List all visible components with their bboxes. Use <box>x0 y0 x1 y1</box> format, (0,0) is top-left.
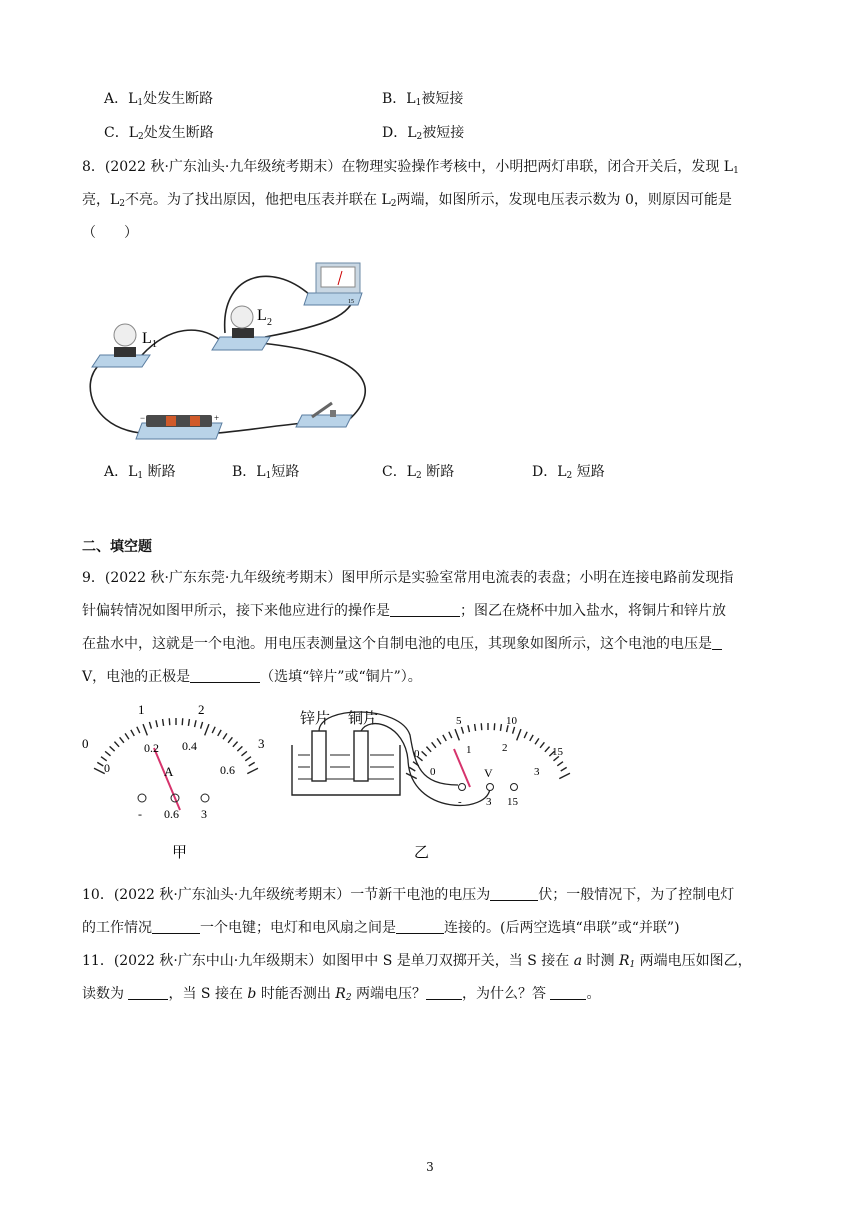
dial-tick <box>188 719 189 726</box>
q11-line-2: 读数为 ，当 S 接在 b 时能否测出 $R_2$ 两端电压？ ，为什么？答 。 <box>82 986 601 1003</box>
dial-tick <box>557 762 563 766</box>
battery <box>136 413 222 439</box>
dial-tick <box>218 730 221 736</box>
cell-voltmeter-figure <box>290 705 590 865</box>
q7-option-a: A．$L_1$处发生断路 <box>104 91 214 108</box>
label-l2-sub: 2 <box>267 317 272 328</box>
dial-tick <box>449 732 452 738</box>
q11-blank-3[interactable] <box>550 985 586 1000</box>
q7-option-c: C．$L_2$处发生断路 <box>104 125 214 142</box>
dial-tick <box>559 773 570 778</box>
dial-tick <box>455 729 459 740</box>
caption-jia: 甲 <box>172 845 188 860</box>
dial-tick <box>437 738 441 744</box>
dial-tick <box>110 746 115 751</box>
dial-tick <box>468 725 470 732</box>
ammeter-needle <box>154 748 180 810</box>
q11-line-1: 11．(2022 秋·广东中山·九年级期末）如图甲中 S 是单刀双掷开关，当 S 接在 a 时测 $R_1$ 两端电压如图乙， <box>82 953 752 970</box>
dial-tick <box>494 723 495 730</box>
svg-text:15: 15 <box>348 299 354 305</box>
q8-line-3: （ ） <box>82 225 138 241</box>
dial-tick <box>249 762 255 766</box>
voltmeter-terminal-neg: - <box>458 796 462 808</box>
q9-blank-3[interactable] <box>190 668 260 683</box>
dial-tick <box>432 742 436 748</box>
dial-tick <box>149 722 151 729</box>
q10-blank-1[interactable] <box>490 886 538 901</box>
q8-line-1: 8．(2022 秋·广东汕头·九年级统考期末）在物理实验操作考核中，小明把两灯串联，闭合开关后，发现 $L_1$ <box>82 159 739 176</box>
dial-tick <box>241 751 246 755</box>
q9-line-3: 在盐水中，这就是一个电池。用电压表测量这个自制电池的电压，其现象如图所示，这个电池的电压是 <box>82 634 722 654</box>
q9-line-4: V，电池的正极是 （选填“锌片”或“铜片”）。 <box>82 669 422 685</box>
ammeter-bottom-2: 0.4 <box>182 739 197 753</box>
section-heading: 二、填空题 <box>82 539 152 555</box>
dial-tick <box>422 751 427 756</box>
label-l1-sub: 1 <box>152 339 157 350</box>
dial-tick <box>131 730 134 736</box>
q8-option-a: A．$L_1$ 断路 <box>104 464 176 481</box>
dial-tick <box>500 724 501 731</box>
voltmeter-top-0: 0 <box>414 748 420 760</box>
q11-blank-2[interactable] <box>426 985 462 1000</box>
voltmeter-top-2: 10 <box>506 715 517 727</box>
dial-tick <box>535 738 539 744</box>
q10-line-2: 的工作情况 一个电键；电灯和电风扇之间是 连接的。(后两空选填“串联”或“并联”) <box>82 920 680 936</box>
q8-option-b: B．$L_1$短路 <box>232 464 300 481</box>
q9-blank-2[interactable] <box>712 635 722 650</box>
copper-plate <box>354 731 368 781</box>
ammeter-top-0: 0 <box>82 736 89 751</box>
q7-option-d: D．$L_2$被短接 <box>382 125 465 142</box>
page-number: 3 <box>426 1160 434 1174</box>
beaker <box>292 745 400 795</box>
q10-line-1: 10．(2022 秋·广东汕头·九年级统考期末）一节新干电池的电压为 伏；一般情况下，为了控制电灯 <box>82 887 735 903</box>
dial-tick <box>237 746 242 751</box>
dial-tick <box>247 768 258 773</box>
dial-tick <box>540 742 544 748</box>
ammeter-bottom-1: 0.2 <box>144 741 159 755</box>
q10-blank-2[interactable] <box>152 919 200 934</box>
ammeter-dial-figure <box>80 700 280 860</box>
dial-tick <box>443 735 446 741</box>
dial-tick <box>409 767 415 771</box>
dial-tick <box>233 742 238 747</box>
switch <box>296 403 352 427</box>
dial-tick <box>143 724 147 735</box>
voltmeter-bottom-1: 1 <box>466 744 472 756</box>
label-l2: L <box>257 307 267 324</box>
ammeter-bottom-3: 0.6 <box>220 763 235 777</box>
dial-tick <box>481 723 482 730</box>
q8-option-d: D．$L_2$ 短路 <box>532 464 605 481</box>
dial-tick <box>561 767 567 771</box>
voltmeter-terminal-15: 15 <box>507 796 518 808</box>
dial-tick <box>223 733 227 739</box>
dial-tick <box>105 751 110 755</box>
dial-tick <box>530 735 533 741</box>
q8-circuit-figure <box>80 255 380 445</box>
ammeter-top-1: 1 <box>138 702 145 717</box>
dial-tick <box>137 727 140 733</box>
dial-tick <box>120 737 124 743</box>
dial-tick <box>195 720 197 727</box>
dial-tick <box>163 719 164 726</box>
dial-tick <box>97 762 103 766</box>
q9-blank-1[interactable] <box>390 602 460 617</box>
voltmeter-bottom-3: 3 <box>534 766 540 778</box>
caption-yi: 乙 <box>414 845 430 861</box>
dial-tick <box>426 747 431 752</box>
q8-option-c: C．$L_2$ 断路 <box>382 464 455 481</box>
q7-option-b: B．$L_1$被短接 <box>382 91 464 108</box>
dial-tick <box>182 718 183 725</box>
voltmeter-bottom-0: 0 <box>430 766 436 778</box>
dial-tick <box>524 732 527 738</box>
ammeter-top-2: 2 <box>198 702 205 717</box>
dial-tick <box>513 727 515 734</box>
dial-tick <box>125 733 129 739</box>
voltmeter-top-3: 15 <box>552 746 563 758</box>
label-zinc: 锌片 <box>300 711 331 727</box>
voltmeter-top-1: 5 <box>456 715 462 727</box>
label-copper: 铜片 <box>348 711 379 727</box>
q8-line-2: 亮，$L_2$不亮。为了找出原因，他把电压表并联在 $L_2$两端，如图所示，发现电压表示数为 0，则原因可能是 <box>82 192 732 209</box>
dial-tick <box>201 722 203 729</box>
voltmeter <box>304 263 362 305</box>
q9-line-2: 针偏转情况如图甲所示，接下来他应进行的操作是 ；图乙在烧杯中加入盐水，将铜片和锌片放 <box>82 603 726 619</box>
dial-tick <box>212 727 215 733</box>
dial-tick <box>114 742 119 747</box>
voltmeter-terminal-3: 3 <box>486 796 492 808</box>
dial-tick <box>169 718 170 725</box>
ammeter-bottom-0: 0 <box>104 761 110 775</box>
dial-tick <box>245 757 251 761</box>
svg-text:−: − <box>140 413 146 423</box>
ammeter-terminal-neg: - <box>138 807 142 821</box>
voltmeter-bottom-2: 2 <box>502 742 508 754</box>
zinc-plate <box>312 731 326 781</box>
dial-tick <box>545 747 550 752</box>
dial-tick <box>461 727 463 734</box>
dial-tick <box>517 729 521 740</box>
ammeter-unit: A <box>164 764 174 779</box>
svg-text:+: + <box>214 413 220 423</box>
q9-line-1: 9．(2022 秋·广东东莞·九年级统考期末）图甲所示是实验室常用电流表的表盘；小明在连接电路前发现指 <box>82 570 734 586</box>
dial-tick <box>475 724 476 731</box>
lamp-l2 <box>212 306 272 350</box>
lamp-l1 <box>92 324 157 367</box>
ammeter-top-3: 3 <box>258 736 265 751</box>
ammeter-terminal-3: 3 <box>201 807 207 821</box>
dial-tick <box>205 724 209 735</box>
q11-blank-1[interactable] <box>128 985 168 1000</box>
ammeter-terminal-06: 0.6 <box>164 807 179 821</box>
voltmeter-unit: V <box>484 766 493 780</box>
label-l1: L <box>142 330 152 347</box>
dial-tick <box>156 720 158 727</box>
q10-blank-3[interactable] <box>396 919 444 934</box>
dial-tick <box>228 737 232 743</box>
